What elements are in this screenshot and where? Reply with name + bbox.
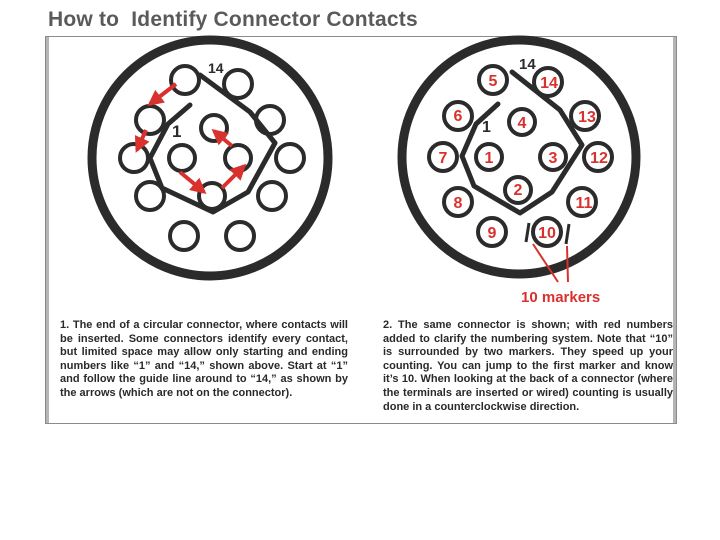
arrow: [150, 84, 176, 104]
arrow: [180, 172, 204, 192]
left-label-end: 14: [208, 60, 224, 76]
contact-number: 9: [487, 225, 497, 242]
left-contact-hole: [258, 182, 286, 210]
contact-number: 12: [590, 150, 608, 167]
left-contact-hole: [169, 145, 195, 171]
contact-number: 4: [517, 115, 527, 132]
contact-number: 6: [453, 108, 463, 125]
left-contact-hole: [171, 66, 199, 94]
left-counting-arrows: [137, 84, 244, 192]
left-contact-hole: [136, 106, 164, 134]
left-contact-hole: [256, 106, 284, 134]
marker-tick: [566, 224, 569, 244]
caption-left: 1. The end of a circular connector, where contacts will be inserted. Some connectors identify every contact, but limited space may allow only starting and ending numbers like “1” and “14,” shown above. Start at “1” and follow the guide line around to “14,” as shown by the arrows (which are not on the connector).: [60, 319, 348, 399]
contact-number: 14: [540, 75, 558, 92]
contact-number: 10: [538, 225, 556, 242]
markers-label: 10 markers: [521, 289, 601, 306]
contact-number: 1: [484, 150, 494, 167]
left-label-start: 1: [172, 122, 182, 141]
right-label-end: 14: [519, 56, 536, 73]
left-contact-hole: [225, 145, 251, 171]
left-connector: [92, 40, 328, 276]
contact-number: 8: [453, 195, 463, 212]
left-contact-hole: [120, 144, 148, 172]
callout-line: [567, 246, 568, 282]
left-contact-hole: [226, 222, 254, 250]
contact-number: 7: [438, 150, 448, 167]
contact-number: 11: [575, 195, 593, 212]
contact-number: 5: [488, 73, 498, 90]
page-title: How to Identify Connector Contacts: [48, 8, 418, 31]
left-contact-hole: [136, 182, 164, 210]
left-contact-hole: [276, 144, 304, 172]
left-contact-hole: [170, 222, 198, 250]
left-contact-hole: [224, 70, 252, 98]
arrow: [214, 131, 232, 146]
contact-number: 13: [578, 109, 596, 126]
right-contact-holes: [429, 66, 612, 246]
caption-right: 2. The same connector is shown; with red numbers added to clarify the numbering system. Note that “10” is surrounded by two markers. They speed up your counting. You can jump to the first marker and know it’s 10. When looking at the back of a connector (where the terminals are inserted or wired) counting is usually done in a counterclockwise direction.: [383, 319, 673, 413]
left-guide-line: [150, 75, 275, 212]
left-contact-holes: [120, 66, 304, 250]
right-label-start: 1: [482, 119, 491, 136]
marker-tick: [526, 223, 529, 242]
contact-number: 2: [513, 182, 523, 199]
contact-number: 3: [548, 150, 558, 167]
right-connector: [402, 40, 636, 306]
